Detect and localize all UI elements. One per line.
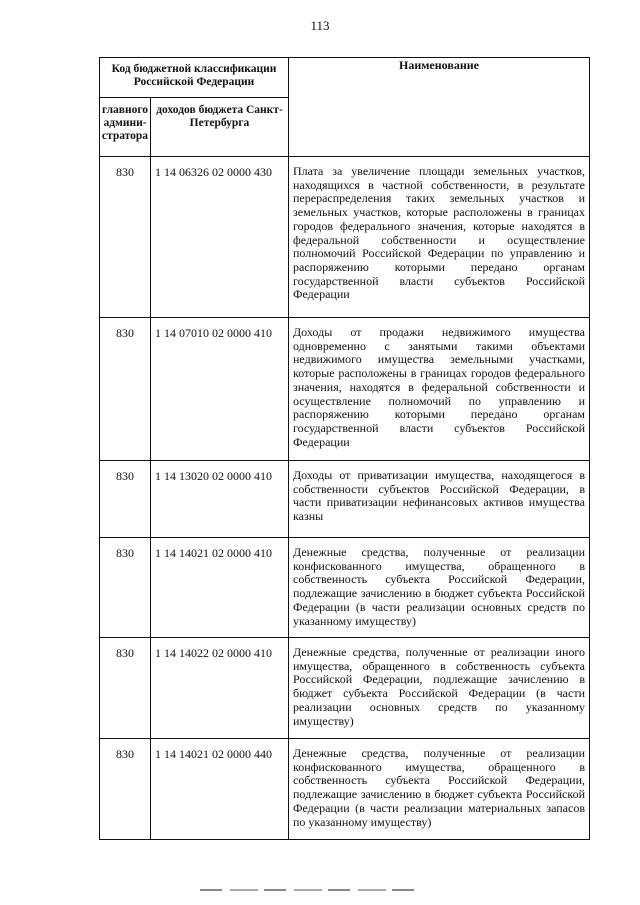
- income-code-cell: 1 14 14022 02 0000 410: [151, 638, 289, 739]
- table-row: [100, 318, 590, 461]
- income-code-cell: 1 14 06326 02 0000 430: [151, 157, 289, 318]
- header-main-administrator: главного админи-стратора: [100, 98, 151, 157]
- income-name-cell: Денежные средства, полученные от реализации конфискованного имущества, обращенного в собственность субъекта Российской Федерации, подлежащие зачислению в бюджет субъекта Российской Федерации (в части реализации основных средств по указанному имуществу): [289, 538, 590, 638]
- income-code-cell: 1 14 14021 02 0000 410: [151, 538, 289, 638]
- admin-code-cell: 830: [100, 157, 151, 318]
- table-row: [100, 638, 590, 739]
- income-code-cell: 1 14 14021 02 0000 440: [151, 739, 289, 840]
- table-row: [100, 157, 590, 318]
- page-number: 113: [310, 18, 330, 33]
- header-income-code: доходов бюджета Санкт-Петербурга: [151, 98, 289, 157]
- admin-code-cell: 830: [100, 638, 151, 739]
- admin-code-cell: 830: [100, 461, 151, 538]
- income-name-cell: Доходы от приватизации имущества, находящегося в собственности субъектов Российской Федерации, в части приватизации нефинансовых активов имущества казны: [289, 461, 590, 538]
- admin-code-cell: 830: [100, 739, 151, 840]
- header-name: Наименование: [289, 58, 590, 157]
- income-code-cell: 1 14 13020 02 0000 410: [151, 461, 289, 538]
- income-name-cell: Денежные средства, полученные от реализации конфискованного имущества, обращенного в собственность субъекта Российской Федерации, подлежащие зачислению в бюджет субъекта Российской Федерации (в части реализации материальных запасов по указанному имуществу): [289, 739, 590, 840]
- income-code-cell: 1 14 07010 02 0000 410: [151, 318, 289, 461]
- income-name-cell: Плата за увеличение площади земельных участков, находящихся в частной собственности, в результате перераспределения таких земельных участков и земельных участков, которые расположены в границах городов федерального значения, которые находятся в федеральной собственности и осуществление полномочий Российской Федерации по управлению и распоряжению которыми передано органам государственной власти субъектов Российской Федерации: [289, 157, 590, 318]
- income-name-cell: Доходы от продажи недвижимого имущества одновременно с занятыми такими объектами недвижимого имущества земельными участками, которые расположены в границах городов федерального значения, находятся в федеральной собственности и осуществление полномочий по управлению и распоряжению которыми передано органам государственной власти субъектов Российской Федерации: [289, 318, 590, 461]
- table-row: [100, 538, 590, 638]
- budget-classification-table: [99, 57, 590, 840]
- scan-artifact-line: [200, 889, 415, 891]
- admin-code-cell: 830: [100, 318, 151, 461]
- table-row: [100, 739, 590, 840]
- header-classification-code: Код бюджетной классификации Российской Федерации: [100, 58, 289, 98]
- table-row: [100, 461, 590, 538]
- income-name-cell: Денежные средства, полученные от реализации иного имущества, обращенного в собственность субъекта Российской Федерации, подлежащие зачислению в бюджет субъекта Российской Федерации (в части реализации основных средств по указанному имуществу): [289, 638, 590, 739]
- admin-code-cell: 830: [100, 538, 151, 638]
